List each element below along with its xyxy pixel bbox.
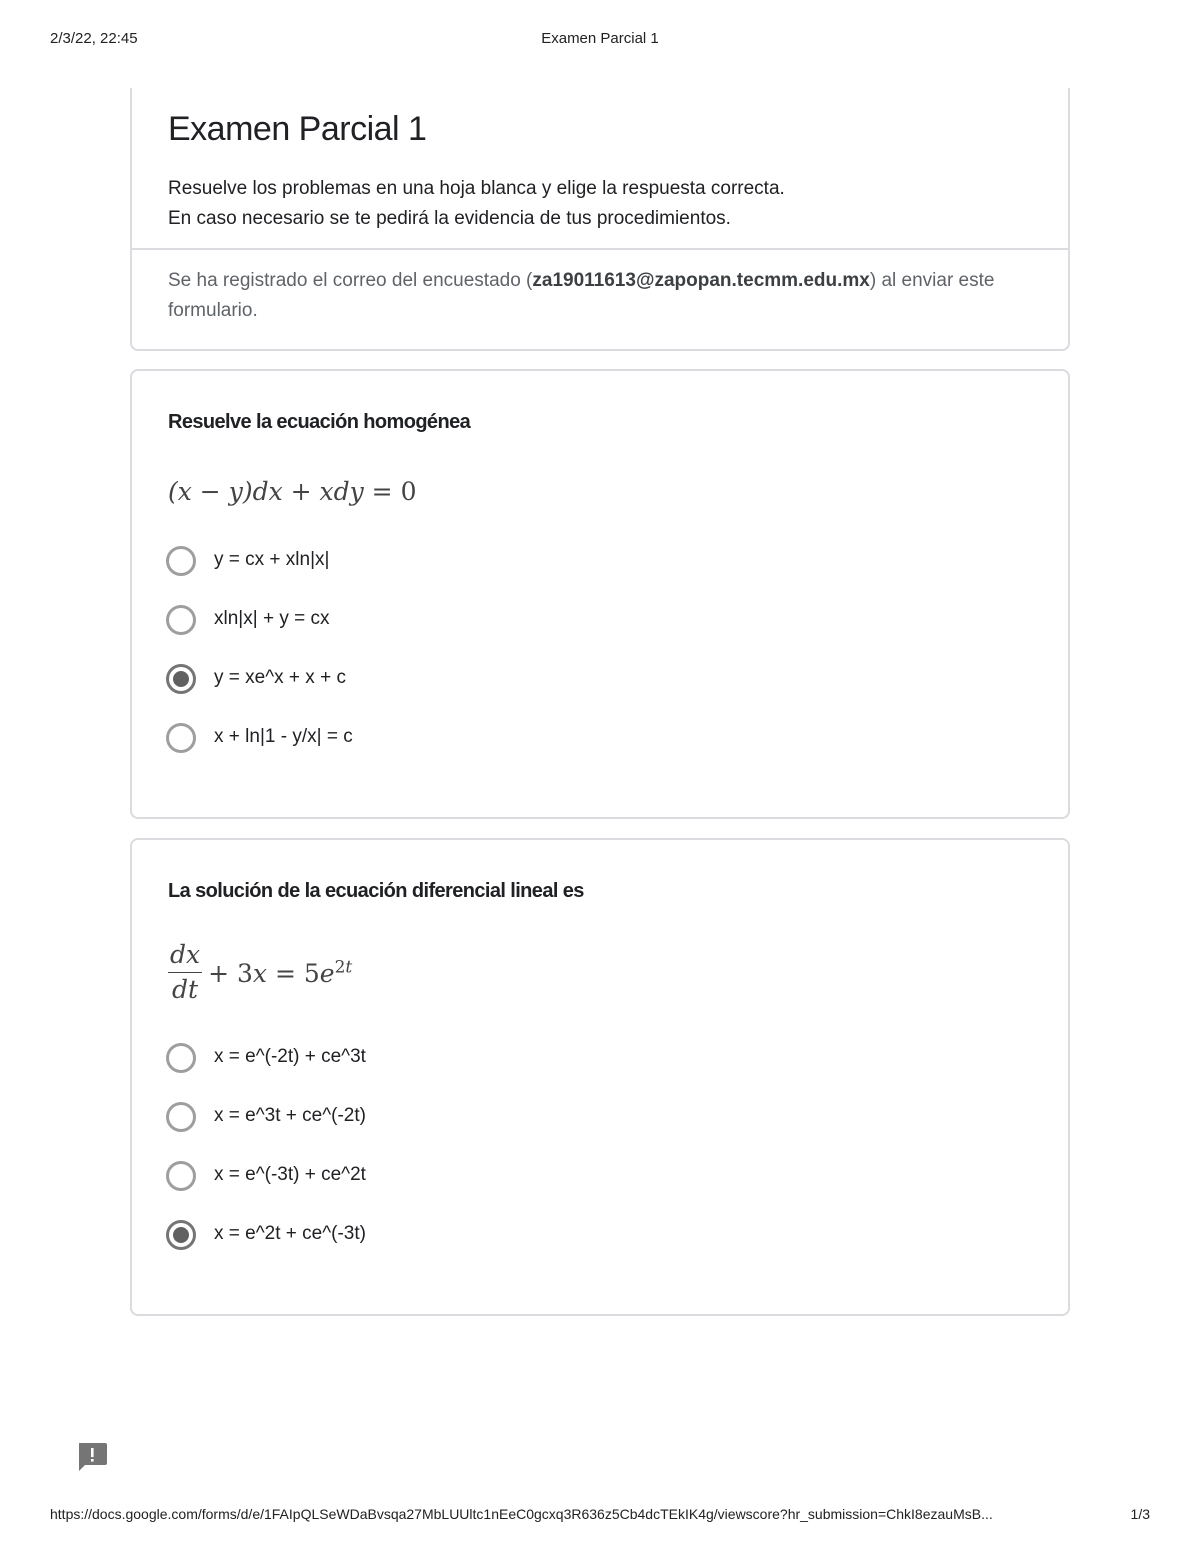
option-label: x = e^(-3t) + ce^2t — [214, 1164, 366, 1185]
radio-button[interactable] — [166, 605, 196, 635]
equation-exponent — [335, 957, 353, 977]
page-number: 1/3 — [1130, 1506, 1150, 1522]
option-label: y = xe^x + x + c — [214, 667, 346, 688]
form-title: Examen Parcial 1 — [168, 110, 427, 148]
option-label: x = e^3t + ce^(-2t) — [214, 1105, 366, 1126]
equation-part: 2 — [334, 957, 346, 978]
report-feedback-icon[interactable] — [76, 1441, 108, 1473]
form-description-line-2: En caso necesario se te pedirá la evidencia de tus procedimientos. — [168, 208, 731, 229]
radio-button-selected[interactable] — [166, 664, 196, 694]
radio-button[interactable] — [166, 546, 196, 576]
print-document-title: Examen Parcial 1 — [541, 30, 659, 47]
form-header-card — [130, 88, 1070, 351]
question-card-2 — [130, 838, 1070, 1316]
option-label: x = e^(-2t) + ce^3t — [214, 1046, 366, 1067]
option-label: x + ln|1 - y/x| = c — [214, 726, 353, 747]
question-equation — [168, 940, 352, 1005]
print-datetime: 2/3/22, 22:45 — [50, 30, 138, 47]
radio-button[interactable] — [166, 1043, 196, 1073]
form-description-line-1: Resuelve los problemas en una hoja blanca y elige la respuesta correcta. — [168, 178, 785, 199]
option-label: xln|x| + y = cx — [214, 608, 330, 629]
question-title: Resuelve la ecuación homogénea — [168, 411, 471, 433]
equation-part: 0 — [400, 477, 417, 506]
email-notice — [168, 266, 1032, 326]
page-url: https://docs.google.com/forms/d/e/1FAIpQLSeWDaBvsqa27MbLUUltc1nEeC0gcxq3R636z5Cb4dcTEkIK4g/viewscore?hr_submission=ChkI8ezauMsB... — [50, 1506, 993, 1522]
email-notice-suffix: ) al enviar este formulario. — [168, 270, 995, 321]
equation-part: (x − y)dx + xdy = — [168, 477, 401, 506]
fraction-denominator: dt — [172, 975, 199, 1004]
print-footer — [50, 1506, 1150, 1526]
equation-part: t — [345, 957, 353, 978]
radio-button[interactable] — [166, 1161, 196, 1191]
header-divider — [132, 248, 1068, 250]
fraction-numerator: dx — [168, 940, 202, 973]
question-title: La solución de la ecuación diferencial lineal es — [168, 880, 584, 902]
email-notice-prefix: Se ha registrado el correo del encuestado ( — [168, 270, 533, 291]
radio-button[interactable] — [166, 723, 196, 753]
feedback-icon-graphic — [76, 1441, 108, 1473]
equation-part: + — [208, 958, 238, 988]
equation-rest — [208, 959, 352, 988]
option-label: y = cx + xln|x| — [214, 549, 330, 570]
option-label: x = e^2t + ce^(-3t) — [214, 1223, 366, 1244]
print-header — [50, 30, 1150, 50]
form-description — [168, 174, 785, 234]
respondent-email: za19011613@zapopan.tecmm.edu.mx — [532, 270, 870, 291]
question-card-1 — [130, 369, 1070, 819]
equation-part: 5 — [303, 958, 320, 988]
radio-button[interactable] — [166, 1102, 196, 1132]
question-equation — [168, 477, 417, 506]
equation-fraction — [168, 940, 202, 1005]
equation-part: e — [319, 958, 335, 988]
equation-part: x = — [252, 958, 304, 988]
equation-part: 3 — [237, 958, 253, 988]
radio-button-selected[interactable] — [166, 1220, 196, 1250]
